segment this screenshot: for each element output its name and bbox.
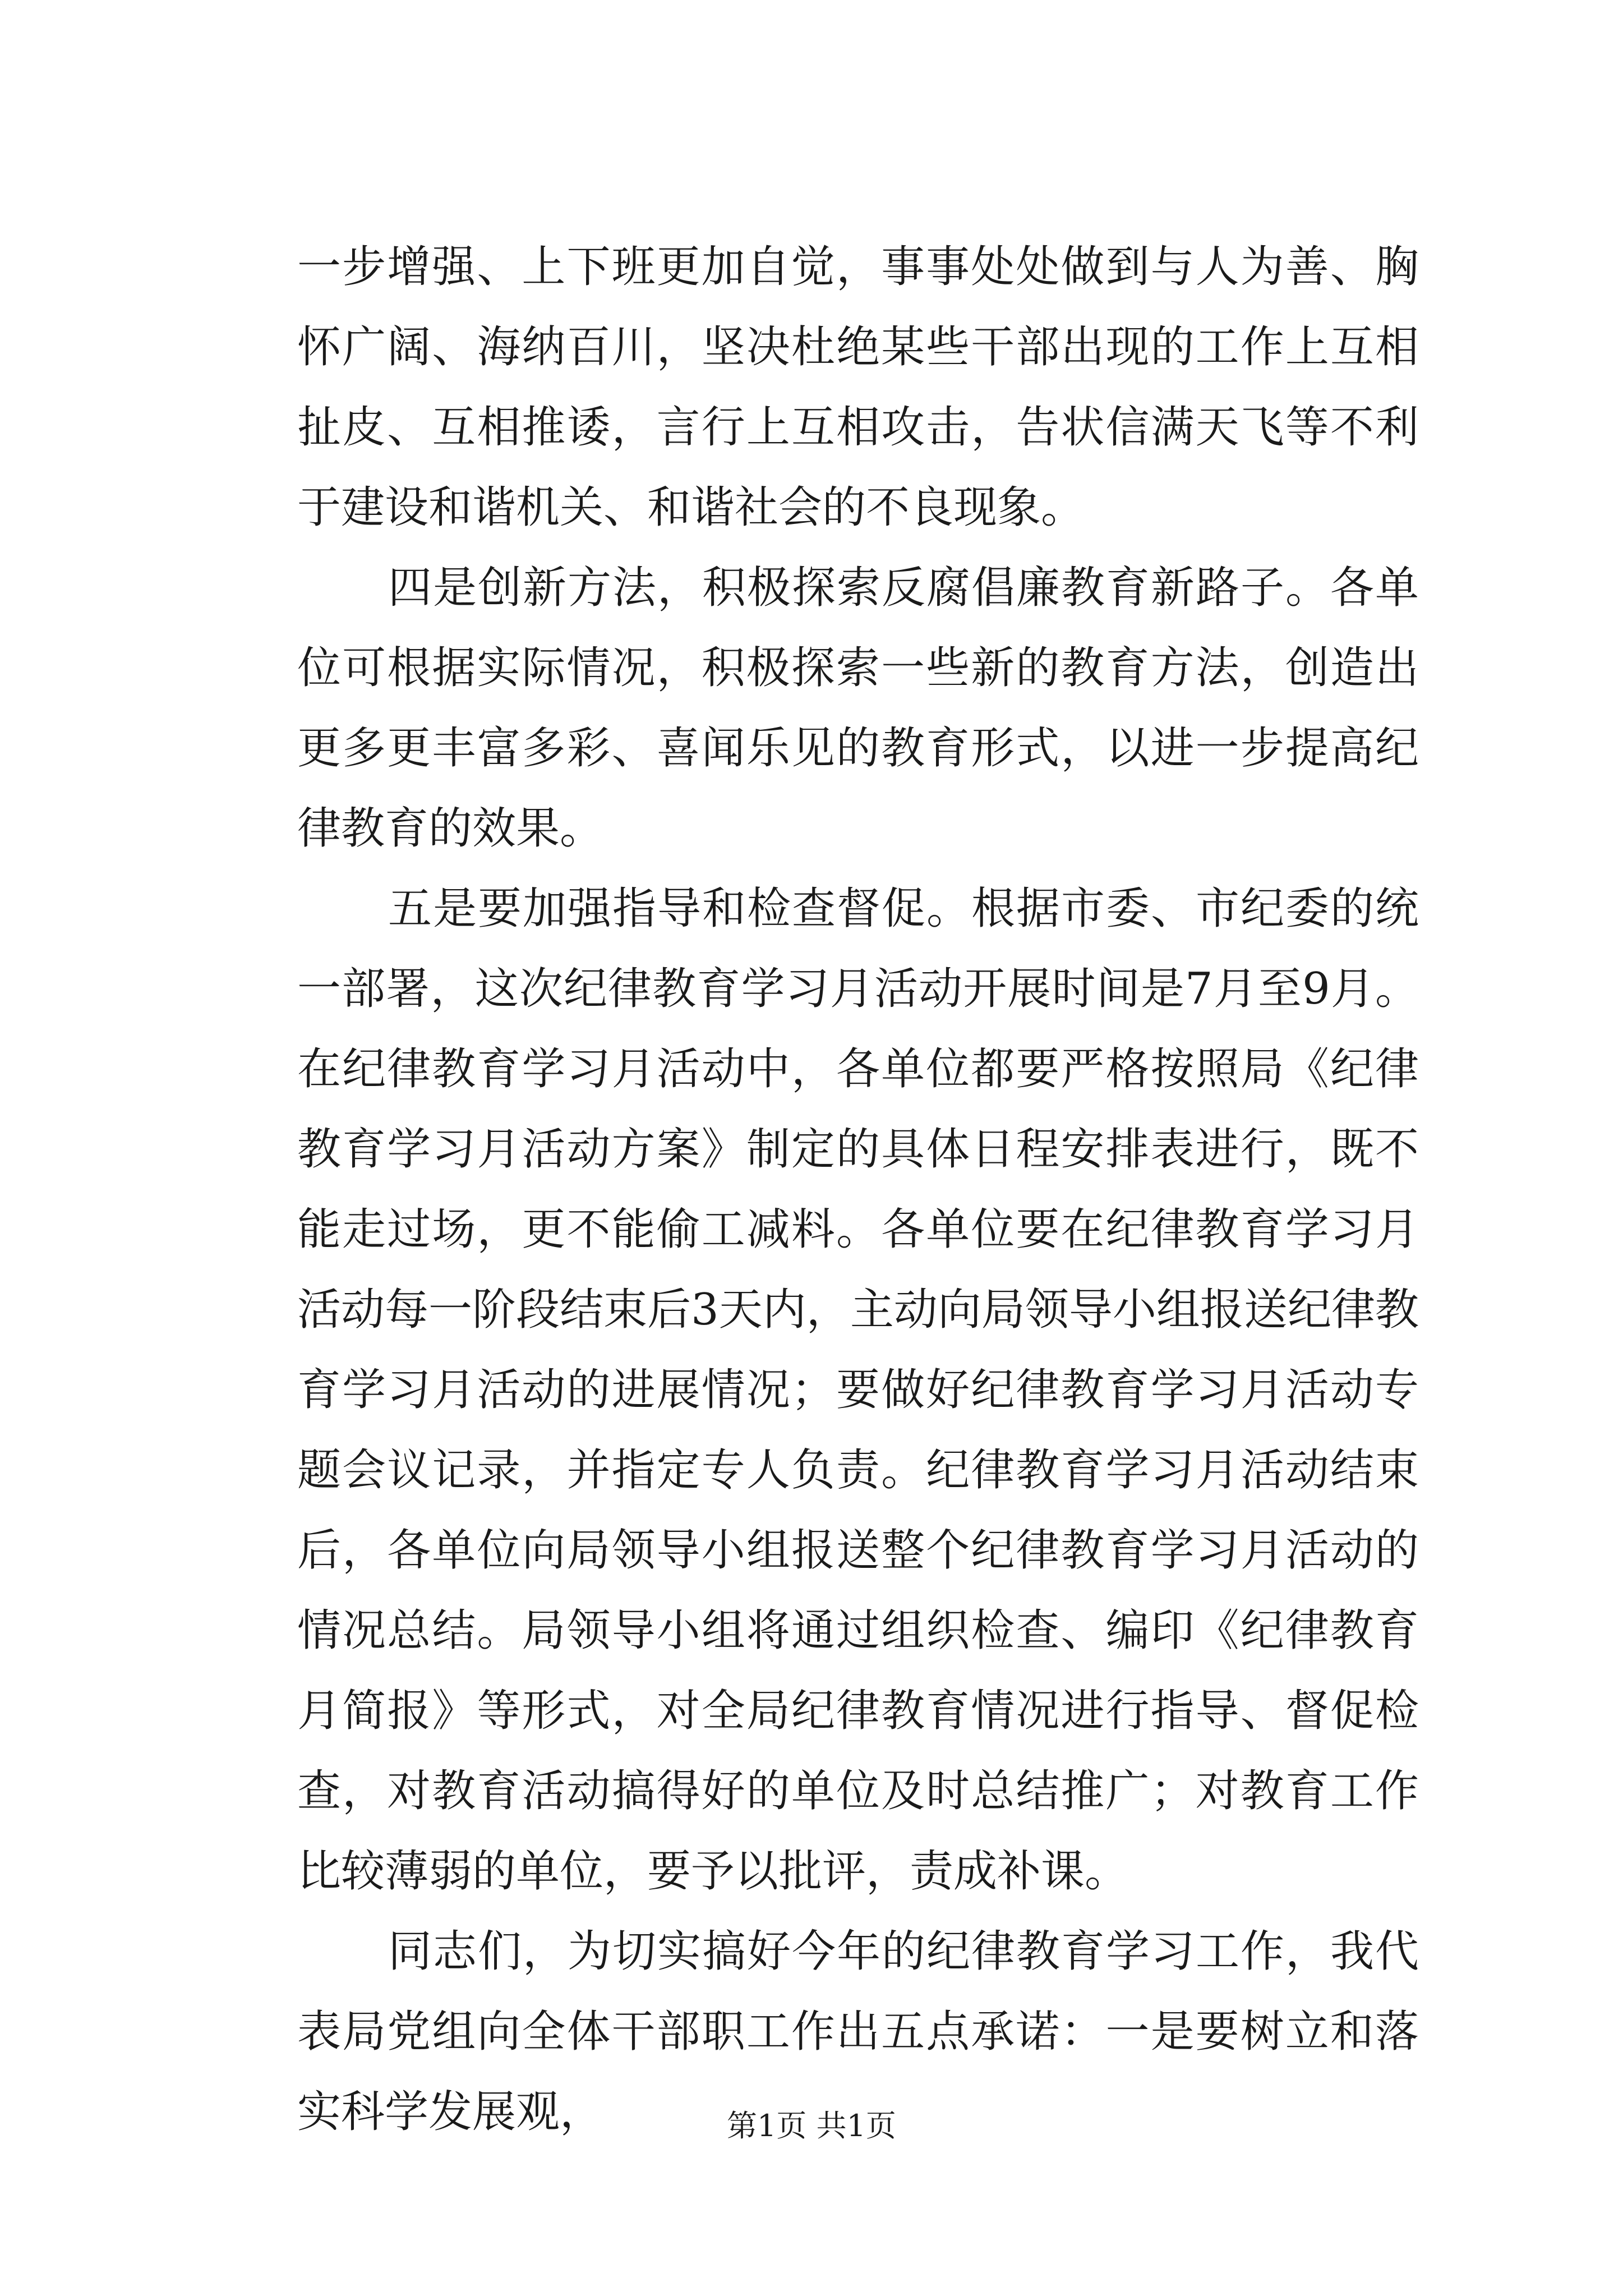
paragraph-commitment: 同志们，为切实搞好今年的纪律教育学习工作，我代表局党组向全体干部职工作出五点承诺：一是要树立和落实科学发展观， <box>297 1926 1419 2137</box>
paragraph-point-five: 五是要加强指导和检查督促。根据市委、市纪委的统一部署，这次纪律教育学习月活动开展时间是7月至9月。在纪律教育学习月活动中，各单位都要严格按照局《纪律教育学习月活动方案》制定的具体日程安排表进行，既不能走过场，更不能偷工减料。各单位要在纪律教育学习月活动每一阶段结束后3天内，主动向局领导小组报送纪律教育学习月活动的进展情况；要做好纪律教育学习月活动专题会议记录，并指定专人负责。纪律教育学习月活动结束后，各单位向局领导小组报送整个纪律教育学习月活动的情况总结。局领导小组将通过组织检查、编印《纪律教育月简报》等形式，对全局纪律教育情况进行指导、督促检查，对教育活动搞得好的单位及时总结推广；对教育工作比较薄弱的单位，要予以批评，责成补课。 <box>297 884 1419 1897</box>
document-body <box>297 227 1419 2152</box>
page-footer: 第1页 共1页 <box>727 2108 896 2143</box>
paragraph-continued: 一步增强、上下班更加自觉，事事处处做到与人为善、胸怀广阔、海纳百川，坚决杜绝某些干部出现的工作上互相扯皮、互相推诿，言行上互相攻击，告状信满天飞等不利于建设和谐机关、和谐社会的不良现象。 <box>297 242 1419 533</box>
paragraph-point-four: 四是创新方法，积极探索反腐倡廉教育新路子。各单位可根据实际情况，积极探索一些新的教育方法，创造出更多更丰富多彩、喜闻乐见的教育形式，以进一步提高纪律教育的效果。 <box>297 563 1419 854</box>
